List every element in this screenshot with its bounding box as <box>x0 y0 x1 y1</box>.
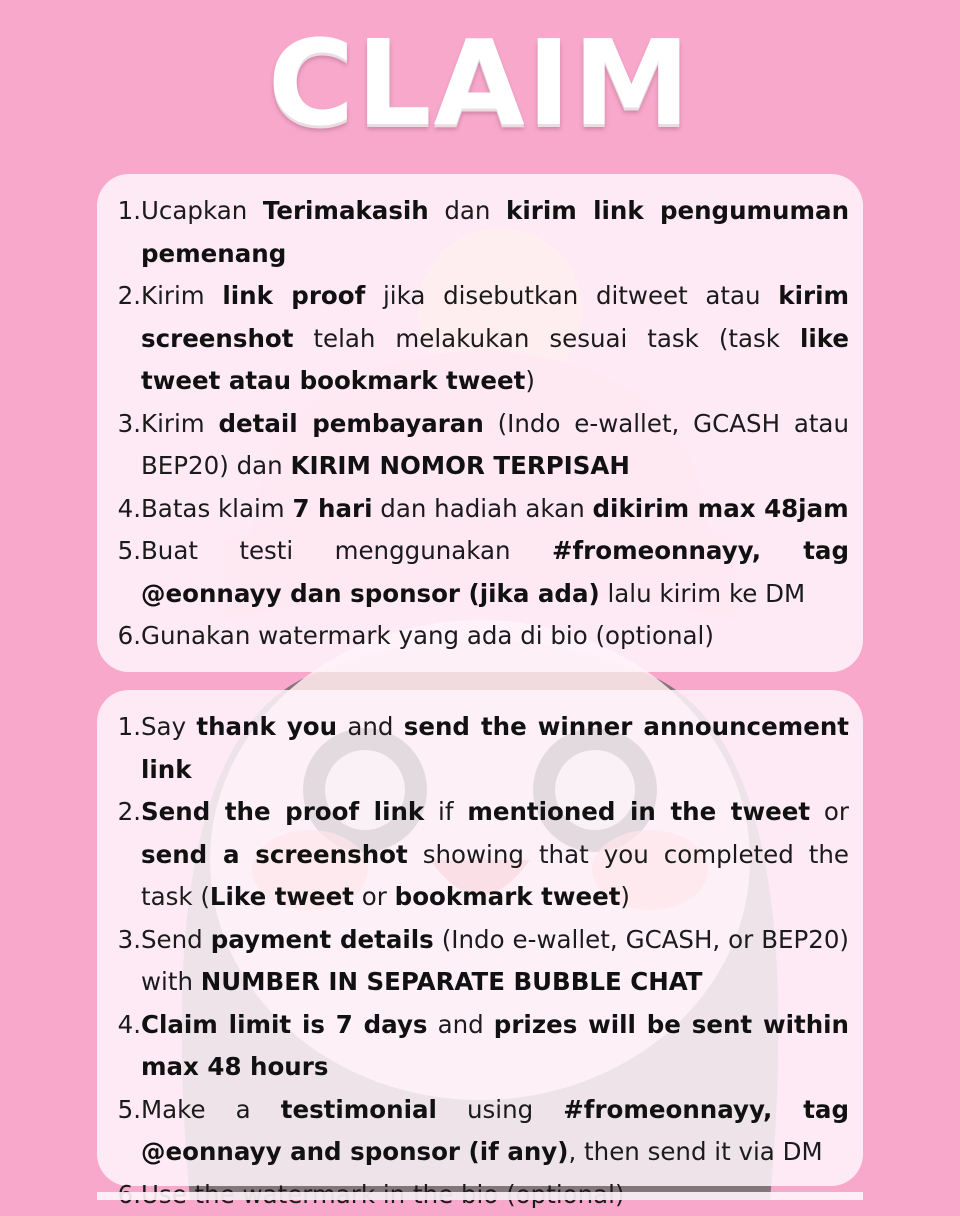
english-instructions-card <box>97 690 863 1186</box>
step-text-regular: ) <box>620 882 630 911</box>
step-number: 5. <box>113 530 141 573</box>
step-text <box>141 190 849 275</box>
step-text-bold: kirim link pengumuman pemenang <box>141 196 849 268</box>
step-text-regular: Kirim <box>141 409 218 438</box>
step-item <box>113 530 849 615</box>
step-text-bold: bookmark tweet <box>395 882 621 911</box>
step-text-regular: or <box>810 797 849 826</box>
step-text-regular: showing that you completed the task ( <box>141 840 849 912</box>
step-number: 5. <box>113 1089 141 1132</box>
step-item <box>113 403 849 488</box>
step-text-bold: link proof <box>222 281 365 310</box>
step-text-regular: Say <box>141 712 196 741</box>
english-steps-list <box>113 706 849 1216</box>
step-number: 2. <box>113 791 141 834</box>
step-text-regular: using <box>437 1095 563 1124</box>
step-text-bold: Send the proof link <box>141 797 424 826</box>
step-text <box>141 1089 849 1174</box>
step-text-regular: (Indo e-wallet, GCASH atau BEP20) dan <box>141 409 849 481</box>
step-text-bold: send the winner announcement link <box>141 712 849 784</box>
step-text-regular: telah melakukan sesuai task (task <box>293 324 800 353</box>
step-text-bold: prizes will be sent within max 48 hours <box>141 1010 849 1082</box>
step-text <box>141 530 849 615</box>
step-text-regular: Gunakan watermark yang ada di bio (optional) <box>141 621 714 650</box>
step-number: 4. <box>113 488 141 531</box>
step-text-bold: thank you <box>196 712 337 741</box>
step-text-bold: like tweet atau bookmark tweet <box>141 324 849 396</box>
indonesian-steps-list <box>113 190 849 658</box>
step-item <box>113 275 849 403</box>
step-text-bold: 7 hari <box>292 494 372 523</box>
step-text-bold: Terimakasih <box>263 196 429 225</box>
step-text-regular: Buat testi menggunakan <box>141 536 552 565</box>
step-text-regular: or <box>354 882 395 911</box>
step-item <box>113 919 849 1004</box>
step-text-bold: payment details <box>211 925 434 954</box>
step-number: 3. <box>113 919 141 962</box>
step-item <box>113 1004 849 1089</box>
step-item <box>113 1089 849 1174</box>
step-text <box>141 488 849 531</box>
step-text-regular: ) <box>525 366 535 395</box>
step-text-bold: #fromeonnayy, tag @eonnayy dan sponsor (jika ada) <box>141 536 849 608</box>
step-number: 1. <box>113 706 141 749</box>
step-text-bold: send a screenshot <box>141 840 408 869</box>
step-text-bold: #fromeonnayy, tag @eonnayy and sponsor (if any) <box>141 1095 849 1167</box>
step-item <box>113 190 849 275</box>
step-text-regular: lalu kirim ke DM <box>600 579 805 608</box>
step-text-bold: mentioned in the tweet <box>467 797 810 826</box>
step-text-regular: Make a <box>141 1095 281 1124</box>
step-text-bold: kirim screenshot <box>141 281 849 353</box>
step-text <box>141 919 849 1004</box>
step-text-bold: testimonial <box>281 1095 437 1124</box>
step-text <box>141 706 849 791</box>
next-card-edge <box>97 1192 863 1200</box>
step-number: 3. <box>113 403 141 446</box>
step-text-bold: dikirim max 48jam <box>593 494 849 523</box>
step-number: 6. <box>113 615 141 658</box>
step-text <box>141 1004 849 1089</box>
step-text-regular: , then send it via DM <box>568 1137 822 1166</box>
step-text-regular: (Indo e-wallet, GCASH, or BEP20) with <box>141 925 849 997</box>
step-number: 4. <box>113 1004 141 1047</box>
step-text-regular: Ucapkan <box>141 196 263 225</box>
step-text-bold: Claim limit is 7 days <box>141 1010 428 1039</box>
step-text-regular: dan <box>429 196 506 225</box>
step-text-regular: dan hadiah akan <box>373 494 593 523</box>
step-text <box>141 615 849 658</box>
step-text-regular: Kirim <box>141 281 222 310</box>
step-text-regular: and <box>337 712 404 741</box>
step-text-bold: Like tweet <box>210 882 354 911</box>
step-number: 2. <box>113 275 141 318</box>
step-text <box>141 275 849 403</box>
step-item <box>113 706 849 791</box>
step-text-regular: and <box>428 1010 494 1039</box>
step-text-bold: NUMBER IN SEPARATE BUBBLE CHAT <box>201 967 703 996</box>
step-text <box>141 791 849 919</box>
step-text-regular: Batas klaim <box>141 494 292 523</box>
step-text-regular: Send <box>141 925 211 954</box>
step-item <box>113 791 849 919</box>
step-text-bold: detail pembayaran <box>218 409 483 438</box>
step-item <box>113 615 849 658</box>
indonesian-instructions-card <box>97 174 863 672</box>
step-item <box>113 488 849 531</box>
step-text <box>141 403 849 488</box>
step-text-regular: jika disebutkan ditweet atau <box>365 281 778 310</box>
step-text-bold: KIRIM NOMOR TERPISAH <box>290 451 629 480</box>
page-title: CLAIM <box>0 18 960 148</box>
step-number: 1. <box>113 190 141 233</box>
step-text-regular: if <box>424 797 467 826</box>
